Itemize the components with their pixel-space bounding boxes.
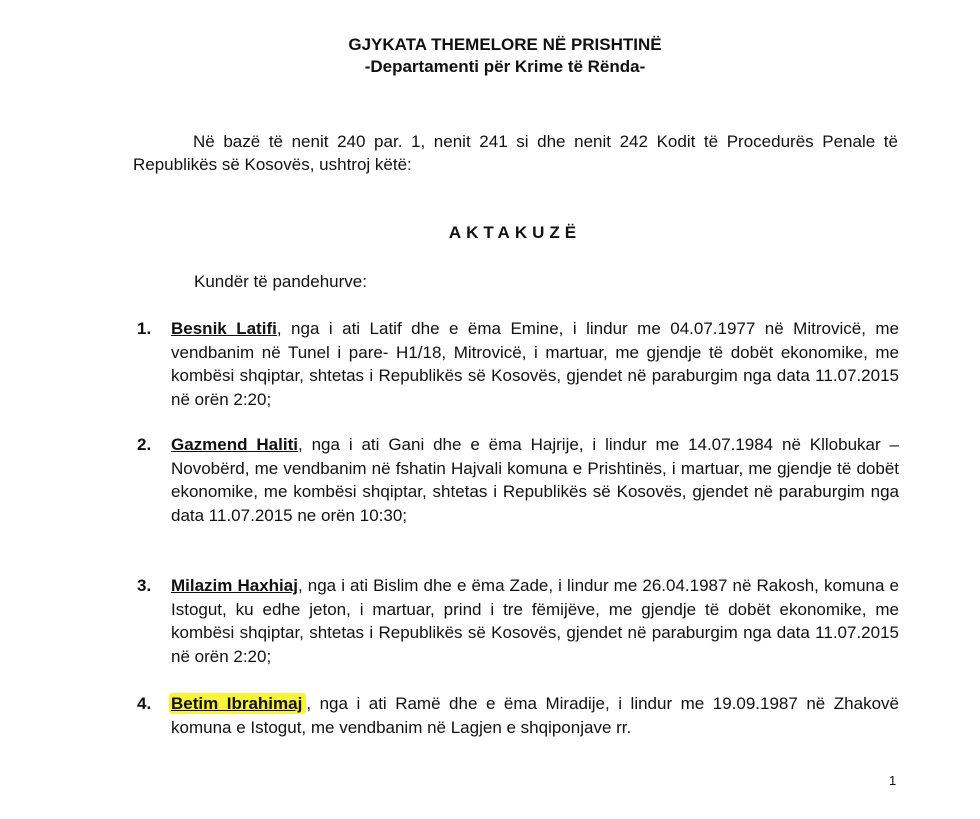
defendant-details: , nga i ati Latif dhe e ëma Emine, i lindur me 04.07.1977 në Mitrovicë, me vendbanim në Tunel i pare- H1/18, Mitrovicë, i martuar, me gjendje të dobët ekonomike, me kombësi shqiptar, shtetas i Republikës së Kosovës, gjendet në paraburgim nga data 11.07.2015 në orën 2:20; <box>171 319 899 409</box>
defendant-text <box>171 692 899 739</box>
defendant-name-highlighted: Betim Ibrahimaj <box>169 693 306 714</box>
defendant-number: 2. <box>137 435 152 454</box>
defendant-details: , nga i ati Bislim dhe e ëma Zade, i lindur me 26.04.1987 në Rakosh, komuna e Istogut, ku edhe jeton, i martuar, prind i tre fëmijëve, me gjendje të dobët ekonomike, me kombësi shqiptar, shtetas i Republikës së Kosovës, gjendet në paraburgim nga data 11.07.2015 në orën 2:20; <box>171 576 899 666</box>
defendant-name: Gazmend Haliti <box>171 435 298 454</box>
defendant-text <box>171 317 899 411</box>
document-header <box>0 34 980 78</box>
defendant-item-3 <box>137 574 899 668</box>
defendant-text <box>171 433 899 527</box>
page-number: 1 <box>889 773 897 788</box>
intro-text: Në bazë të nenit 240 par. 1, nenit 241 si dhe nenit 242 Kodit të Procedurës Penale të Republikës së Kosovës, ushtroj këtë: <box>133 132 898 174</box>
defendant-name: Besnik Latifi <box>171 319 277 338</box>
defendant-item-2 <box>137 433 899 527</box>
defendant-details: , nga i ati Ramë dhe e ëma Miradije, i lindur me 19.09.1987 në Zhakovë komuna e Istogut, me vendbanim në Lagjen e shqiponjave rr. <box>171 694 899 737</box>
against-label: Kundër të pandehurve: <box>194 272 367 291</box>
court-name: GJYKATA THEMELORE NË PRISHTINË <box>348 35 662 54</box>
defendant-text <box>171 574 899 668</box>
department-name: -Departamenti për Krime të Rënda- <box>364 57 646 76</box>
defendant-number: 4. <box>137 694 152 713</box>
document-title: AKTAKUZË <box>448 223 582 242</box>
defendant-number: 1. <box>137 319 152 338</box>
defendant-details: , nga i ati Gani dhe e ëma Hajrije, i lindur me 14.07.1984 në Kllobukar – Novobërd, me vendbanim në fshatin Hajvali komuna e Prishtinës, i martuar, me gjendje të dobët ekonomike, me kombësi shqiptar, shtetas i Republikës së Kosovës, gjendet në paraburgim nga data 11.07.2015 ne orën 10:30; <box>171 435 899 525</box>
defendant-item-1 <box>137 317 899 411</box>
defendant-item-4 <box>137 692 899 739</box>
defendant-number: 3. <box>137 576 152 595</box>
intro-paragraph <box>133 130 898 176</box>
defendant-name: Milazim Haxhiaj <box>171 576 298 595</box>
